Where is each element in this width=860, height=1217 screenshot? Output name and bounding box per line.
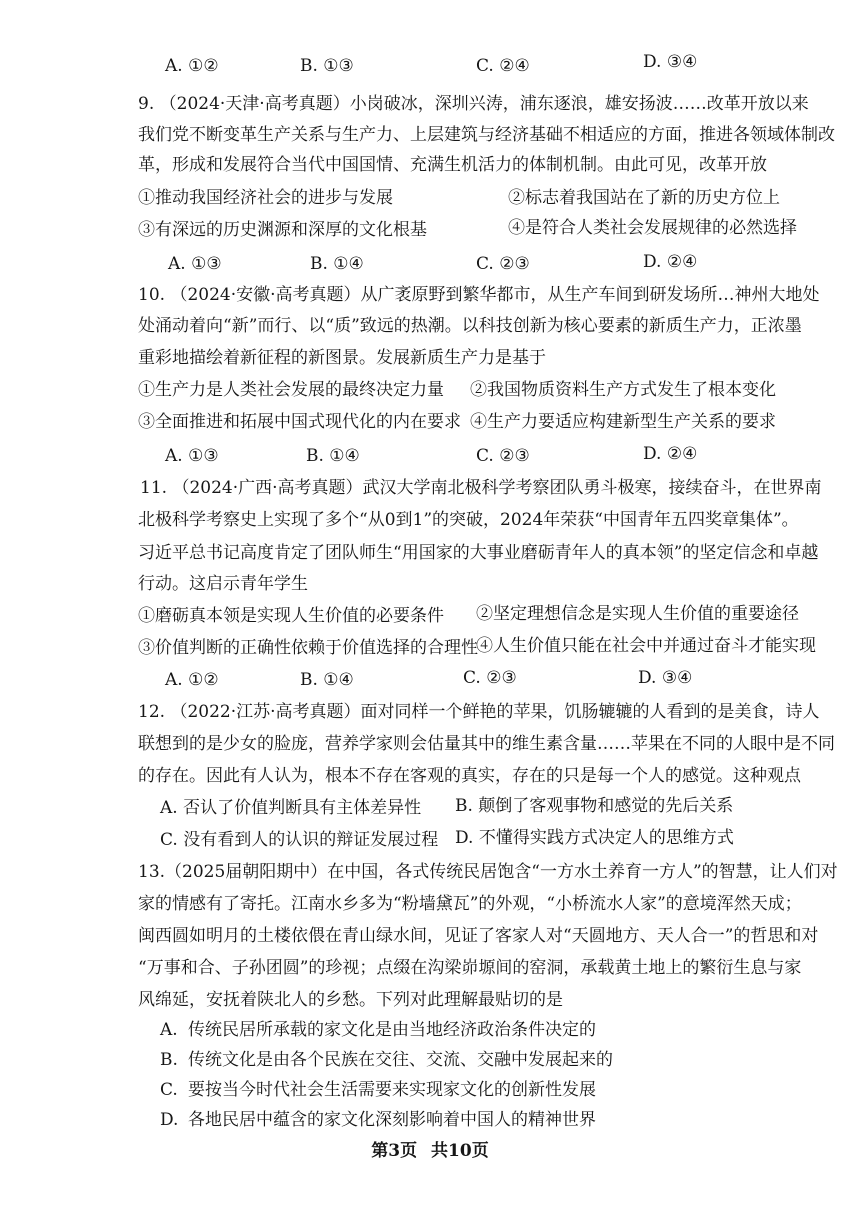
q9-option-a: A. ①③ (168, 254, 222, 274)
q13-stem-line: 13.（2025届朝阳期中）在中国，各式传统民居饱含“一方水土养育一方人”的智慧，让人们对 (138, 862, 838, 882)
q9-statement-4: ④是符合人类社会发展规律的必然选择 (508, 218, 797, 238)
q12-stem-line: 联想到的是少女的脸庞，营养学家则会估量其中的维生素含量……苹果在不同的人眼中是不同 (138, 734, 835, 754)
q11-statement-2: ②坚定理想信念是实现人生价值的重要途径 (476, 604, 799, 624)
q11-option-d: D. ③④ (638, 668, 693, 688)
q12-option-c: C. 没有看到人的认识的辩证发展过程 (160, 830, 439, 850)
q12-stem-line: 12. （2022·江苏·高考真题）面对同样一个鲜艳的苹果，饥肠辘辘的人看到的是美食，诗人 (138, 702, 820, 722)
page-number: 第3页 (371, 1141, 418, 1161)
q10-option-d: D. ②④ (643, 444, 698, 464)
q9-statement-3: ③有深远的历史渊源和深厚的文化根基 (138, 220, 427, 240)
q12-option-d: D. 不懂得实践方式决定人的思维方式 (455, 828, 734, 848)
q13-option-a: 传统民居所承载的家文化是由当地经济政治条件决定的 (188, 1020, 596, 1040)
q10-option-b: B. ①④ (306, 446, 360, 466)
q13-option-d-mark: D. (160, 1110, 179, 1130)
q9-option-b: B. ①④ (310, 254, 364, 274)
q12-stem-line: 的存在。因此有人认为，根本不存在客观的真实，存在的只是每一个人的感觉。这种观点 (138, 766, 801, 786)
q11-stem-line: 行动。这启示青年学生 (138, 574, 308, 594)
q13-stem-line: 风绵延，安抚着陕北人的乡愁。下列对此理解最贴切的是 (138, 990, 563, 1010)
q8-option-c: C. ②④ (476, 56, 530, 76)
q9-statement-1: ①推动我国经济社会的进步与发展 (138, 188, 393, 208)
q10-option-c: C. ②③ (476, 446, 530, 466)
q13-option-c: 要按当今时代社会生活需要来实现家文化的创新性发展 (188, 1080, 596, 1100)
q13-stem-line: 闽西圆如明月的土楼依偎在青山绿水间，见证了客家人对“天圆地方、天人合一”的哲思和对 (138, 926, 819, 946)
q13-option-c-mark: C. (160, 1080, 178, 1100)
q10-stem-line: 处涌动着向“新”而行、以“质”致远的热潮。以科技创新为核心要素的新质生产力，正浓墨 (138, 316, 802, 336)
q13-option-b-mark: B. (160, 1050, 178, 1070)
q10-option-a: A. ①③ (165, 446, 219, 466)
q10-stem-line: 重彩地描绘着新征程的新图景。发展新质生产力是基于 (138, 348, 546, 368)
q12-option-a: A. 否认了价值判断具有主体差异性 (160, 798, 422, 818)
q8-option-b: B. ①③ (300, 56, 354, 76)
q10-statement-2: ②我国物质资料生产方式发生了根本变化 (470, 380, 776, 400)
q9-statement-2: ②标志着我国站在了新的历史方位上 (508, 188, 780, 208)
q8-option-a: A. ①② (165, 56, 219, 76)
q11-option-a: A. ①② (165, 670, 219, 690)
q10-stem-line: 10. （2024·安徽·高考真题）从广袤原野到繁华都市，从生产车间到研发场所…神州大地处 (138, 285, 820, 305)
page-footer (0, 1136, 860, 1161)
q10-statement-1: ①生产力是人类社会发展的最终决定力量 (138, 380, 444, 400)
q11-stem-line: 11. （2024·广西·高考真题）武汉大学南北极科学考察团队勇斗极寒，接续奋斗，在世界南 (140, 478, 822, 498)
q11-option-c: C. ②③ (463, 668, 517, 688)
q11-option-b: B. ①④ (300, 670, 354, 690)
q8-option-d: D. ③④ (643, 52, 698, 72)
page-total: 共10页 (431, 1141, 489, 1161)
q11-stem-line: 北极科学考察史上实现了多个“从0到1”的突破，2024年荣获“中国青年五四奖章集体”。 (138, 510, 799, 530)
q10-statement-4: ④生产力要适应构建新型生产关系的要求 (470, 412, 776, 432)
q13-option-a-mark: A. (160, 1020, 178, 1040)
q9-stem-line: 革，形成和发展符合当代中国国情、充满生机活力的体制机制。由此可见，改革开放 (138, 155, 767, 175)
q10-statement-3: ③全面推进和拓展中国式现代化的内在要求 (138, 412, 461, 432)
q12-option-b: B. 颠倒了客观事物和感觉的先后关系 (455, 796, 734, 816)
q9-option-c: C. ②③ (476, 254, 530, 274)
q13-option-d: 各地民居中蕴含的家文化深刻影响着中国人的精神世界 (188, 1110, 596, 1130)
q11-statement-3: ③价值判断的正确性依赖于价值选择的合理性 (138, 638, 478, 658)
q13-option-b: 传统文化是由各个民族在交往、交流、交融中发展起来的 (188, 1050, 613, 1070)
q13-stem-line: 家的情感有了寄托。江南水乡多为“粉墙黛瓦”的外观，“小桥流水人家”的意境浑然天成； (138, 894, 802, 914)
q13-stem-line: “万事和合、子孙团圆”的珍视；点缀在沟梁峁塬间的窑洞，承载黄土地上的繁衍生息与家 (138, 958, 802, 978)
q9-option-d: D. ②④ (643, 252, 698, 272)
q9-stem-line: 9. （2024·天津·高考真题）小岗破冰，深圳兴涛，浦东逐浪，雄安扬波……改革开放以来 (138, 94, 809, 114)
q11-stem-line: 习近平总书记高度肯定了团队师生“用国家的大事业磨砺青年人的真本领”的坚定信念和卓越 (138, 543, 819, 563)
q11-statement-1: ①磨砺真本领是实现人生价值的必要条件 (138, 606, 444, 626)
q11-statement-4: ④人生价值只能在社会中并通过奋斗才能实现 (476, 636, 816, 656)
q9-stem-line: 我们党不断变革生产关系与生产力、上层建筑与经济基础不相适应的方面，推进各领域体制改 (138, 125, 835, 145)
